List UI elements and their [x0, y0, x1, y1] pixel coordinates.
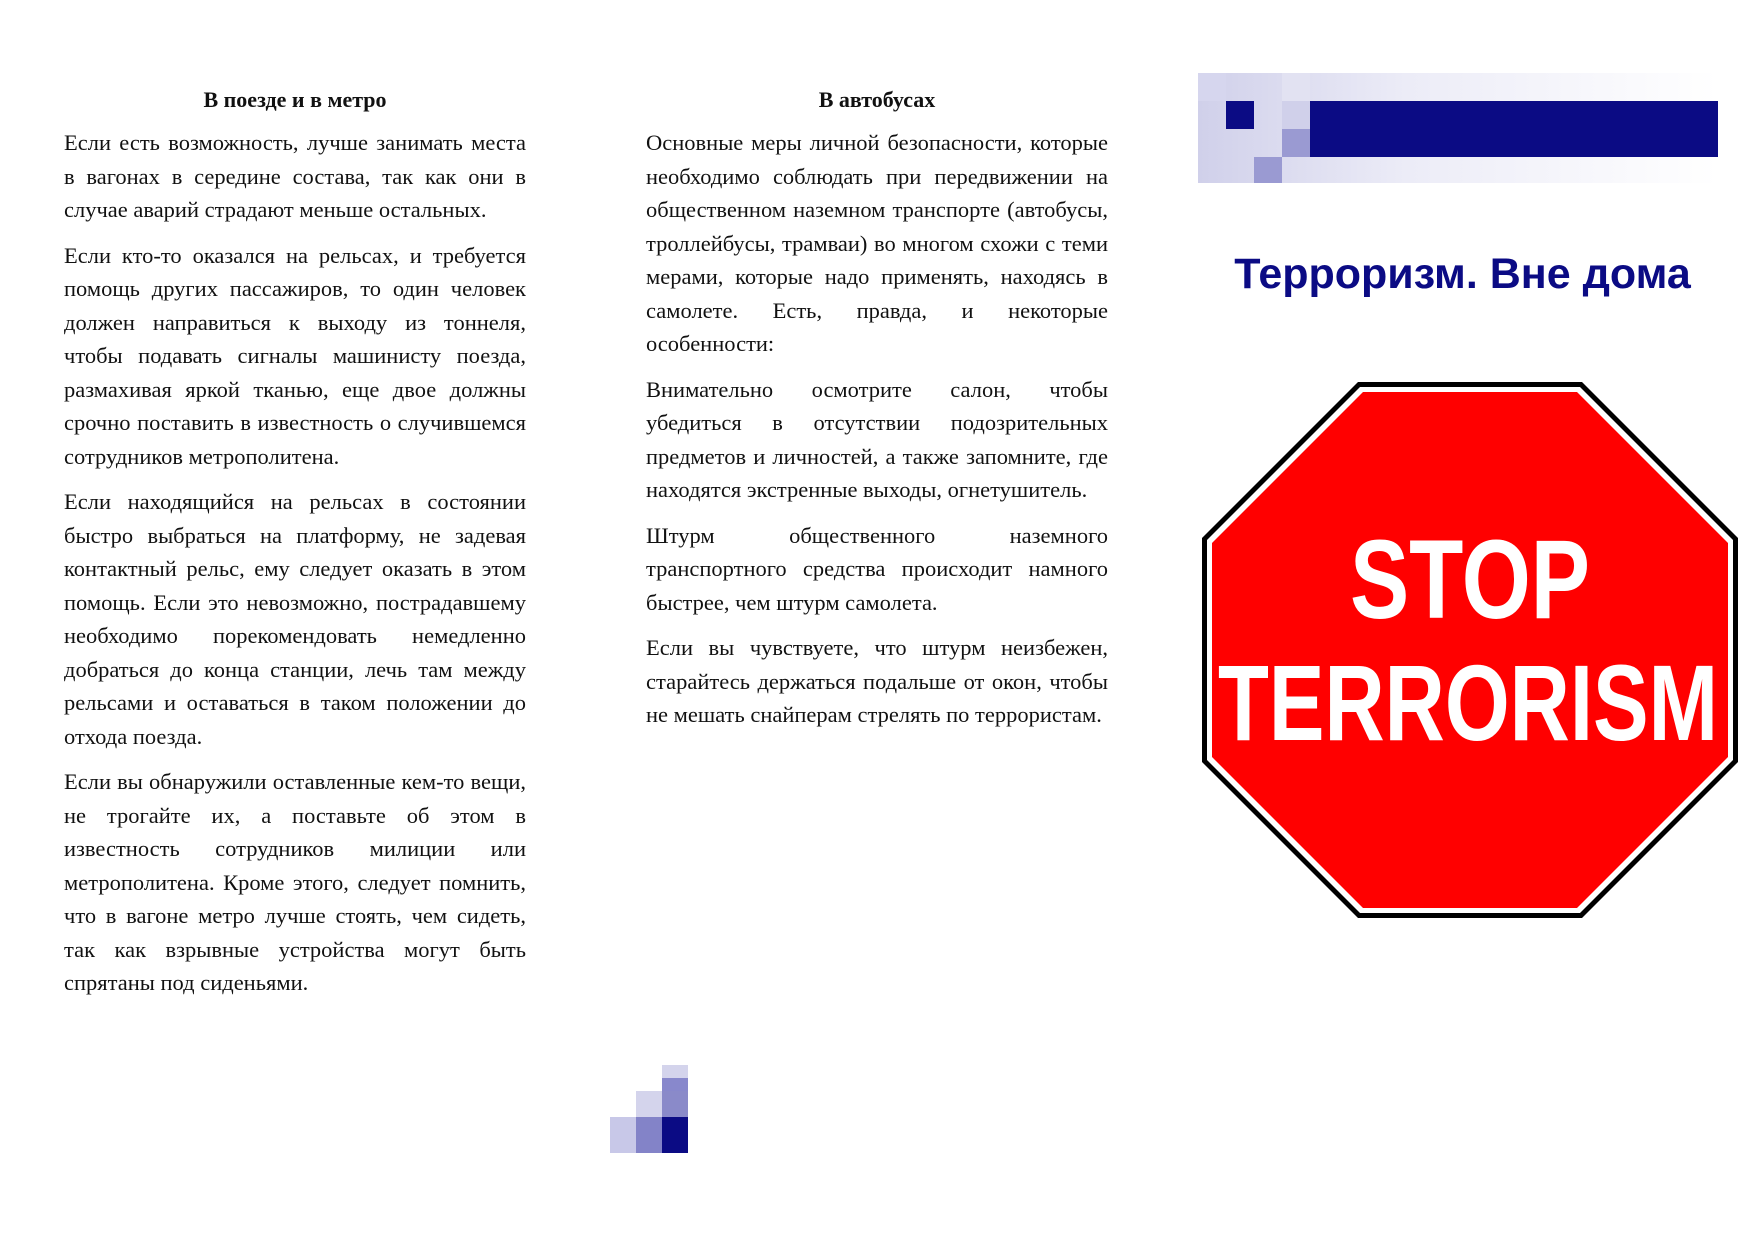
paragraph: Основные меры личной безопасности, которые необходимо соблюдать при передвижении на общественном наземном транспорте (автобусы, троллейбусы, трамваи) во многом схожи с теми мерами, которые надо применять, находясь в самолете. Есть, правда, и некоторые особенности:	[646, 130, 1108, 356]
stop-terrorism-sign	[1200, 380, 1740, 920]
paragraph: Если находящийся на рельсах в состоянии быстро выбраться на платформу, не задевая контактный рельс, ему следует оказать в этом помощь. Если это невозможно, пострадавшему необходимо порекомендовать немедленно добраться до конца станции, лечь там между рельсами и оставаться в таком положении до отхода поезда.	[64, 489, 526, 749]
column-bus	[646, 88, 1108, 744]
paragraph: Внимательно осмотрите салон, чтобы убедиться в отсутствии подозрительных предметов и личностей, а также запомните, где находятся экстренные выходы, огнетушитель.	[646, 376, 1108, 502]
paragraph: Если вы чувствуете, что штурм неизбежен, старайтесь держаться подальше от окон, чтобы не мешать снайперам стрелять по террористам.	[646, 635, 1108, 727]
stop-sign-icon	[1200, 380, 1740, 920]
header-banner	[1198, 73, 1718, 183]
paragraph: Если есть возможность, лучше занимать места в вагонах в середине состава, так как они в случае аварий страдают меньше остальных.	[64, 130, 526, 222]
page-title: Терроризм. Вне дома	[1234, 250, 1691, 298]
paragraph: Если вы обнаружили оставленные кем-то вещи, не трогайте их, а поставьте об этом в известность сотрудников милиции или метрополитена. Кроме этого, следует помнить, что в вагоне метро лучше стоять, чем сидеть, так как взрывные устройства могут быть спрятаны под сиденьями.	[64, 769, 526, 995]
sign-text-terrorism: TERRORISM	[1218, 642, 1718, 763]
column-train	[64, 88, 526, 1012]
banner-graphic	[1198, 73, 1718, 183]
heading-bus: В автобусах	[818, 87, 936, 112]
paragraph: Если кто-то оказался на рельсах, и требуется помощь других пассажиров, то один человек должен направиться к выходу из тоннеля, чтобы подавать сигналы машинисту поезда, размахивая яркой тканью, еще двое должны срочно поставить в известность о случившемся сотрудников метрополитена.	[64, 242, 526, 469]
paragraph: Штурм общественного наземного транспортного средства происходит намного быстрее, чем штурм самолета.	[646, 522, 1108, 615]
sign-text-stop: STOP	[1350, 517, 1590, 642]
heading-train: В поезде и в метро	[203, 87, 387, 112]
